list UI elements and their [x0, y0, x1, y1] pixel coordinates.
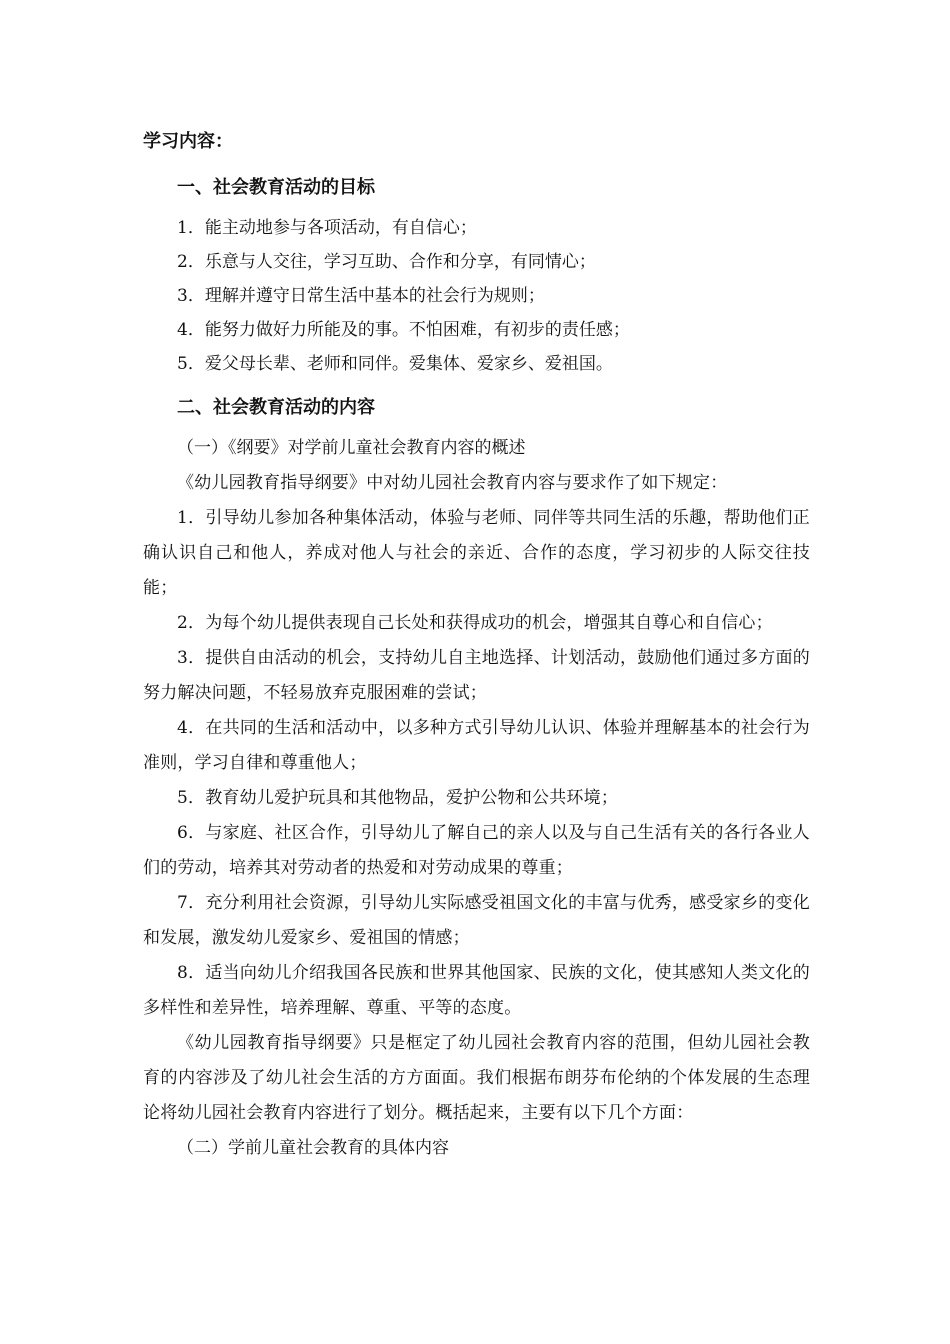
goal-item: 5．爱父母长辈、老师和同伴。爱集体、爱家乡、爱祖国。 — [177, 354, 613, 374]
section-heading-goals: 一、社会教育活动的目标 — [177, 177, 375, 198]
requirement-item: 5．教育幼儿爱护玩具和其他物品，爱护公物和公共环境； — [177, 788, 619, 808]
requirement-item: 7．充分利用社会资源，引导幼儿实际感受祖国文化的丰富与优秀，感受家乡的变化和发展，激发幼儿爱家乡、爱祖国的情感； — [143, 893, 810, 948]
subsection-heading-specific: （二）学前儿童社会教育的具体内容 — [177, 1138, 449, 1158]
document-body — [143, 127, 810, 1166]
requirement-item: 2．为每个幼儿提供表现自己长处和获得成功的机会，增强其自尊心和自信心； — [177, 613, 773, 633]
intro-paragraph: 《幼儿园教育指导纲要》中对幼儿园社会教育内容与要求作了如下规定： — [177, 473, 728, 493]
requirement-item: 8．适当向幼儿介绍我国各民族和世界其他国家、民族的文化，使其感知人类文化的多样性和差异性，培养理解、尊重、平等的态度。 — [143, 963, 810, 1018]
requirement-item: 4．在共同的生活和活动中，以多种方式引导幼儿认识、体验并理解基本的社会行为准则，学习自律和尊重他人； — [143, 718, 810, 773]
goal-item: 1．能主动地参与各项活动，有自信心； — [177, 218, 477, 238]
requirement-item: 1．引导幼儿参加各种集体活动，体验与老师、同伴等共同生活的乐趣，帮助他们正确认识自己和他人，养成对他人与社会的亲近、合作的态度，学习初步的人际交往技能； — [143, 508, 810, 598]
subsection-heading-overview: （一）《纲要》对学前儿童社会教育内容的概述 — [177, 438, 526, 458]
requirements-list — [143, 501, 810, 1026]
section-heading-content: 二、社会教育活动的内容 — [177, 397, 375, 418]
page-title: 学习内容： — [143, 131, 233, 152]
requirement-item: 6．与家庭、社区合作，引导幼儿了解自己的亲人以及与自己生活有关的各行各业人们的劳动，培养其对劳动者的热爱和对劳动成果的尊重； — [143, 823, 810, 878]
goal-item: 3．理解并遵守日常生活中基本的社会行为规则； — [177, 286, 545, 306]
requirement-item: 3．提供自由活动的机会，支持幼儿自主地选择、计划活动，鼓励他们通过多方面的努力解决问题，不轻易放弃克服困难的尝试； — [143, 648, 810, 703]
goal-item: 4．能努力做好力所能及的事。不怕困难，有初步的责任感； — [177, 320, 630, 340]
goals-list — [143, 211, 810, 381]
summary-paragraph: 《幼儿园教育指导纲要》只是框定了幼儿园社会教育内容的范围，但幼儿园社会教育的内容涉及了幼儿社会生活的方方面面。我们根据布朗芬布伦纳的个体发展的生态理论将幼儿园社会教育内容进行了划分。概括起来，主要有以下几个方面： — [143, 1033, 810, 1123]
goal-item: 2．乐意与人交往，学习互助、合作和分享，有同情心； — [177, 252, 596, 272]
